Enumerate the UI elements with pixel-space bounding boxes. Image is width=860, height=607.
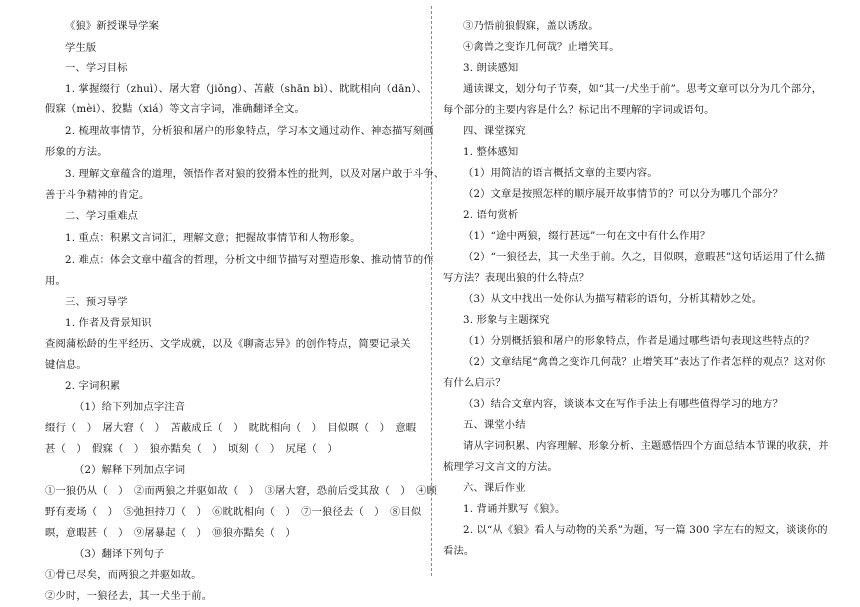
text-line: 1. 掌握缀行（zhuì）、屠大窘（jiǒng）、苫蔽（shān bì）、眈眈相向（dān）、: [65, 83, 428, 95]
text-line: 看法。: [443, 545, 475, 557]
text-line: 3. 理解文章蕴含的道理，领悟作者对狼的狡猾本性的批判，以及对屠户敢于斗争、: [65, 168, 445, 180]
text-line: 野有麦场（ ） ⑤弛担持刀（ ） ⑥眈眈相向（ ） ⑦一狼径去（ ） ⑧目似: [45, 506, 422, 518]
text-line: 1. 作者及背景知识: [65, 317, 152, 329]
text-line: （1）“途中两狼，缀行甚远”一句在文中有什么作用？: [463, 230, 711, 242]
text-line: （1）用简洁的语言概括文章的主要内容。: [463, 167, 658, 179]
doc-title: 《狼》新授课导学案: [65, 20, 160, 32]
section-heading: 五、课堂小结: [463, 419, 526, 431]
text-line: 2. 梳理故事情节，分析狼和屠户的形象特点，学习本文通过动作、神态描写刻画: [65, 125, 434, 137]
text-line: ①骨已尽矣，而两狼之并驱如故。: [45, 569, 202, 581]
text-line: （1）给下列加点字注音: [74, 401, 186, 413]
text-line: ③乃悟前狼假寐，盖以诱敌。: [463, 20, 599, 32]
text-line: 甚（ ） 假寐（ ） 狼亦黠矣（ ） 顷刻（ ） 尻尾（ ）: [45, 443, 338, 455]
text-line: 有什么启示？: [443, 377, 506, 389]
text-line: 形象的方法。: [45, 146, 108, 158]
text-line: 通读课文，划分句子节奏，如“其一/犬坐于前”。思考文章可以分为几个部分，: [463, 83, 823, 95]
text-line: 2. 字词积累: [65, 380, 121, 392]
text-line: 请从字词积累、内容理解、形象分析、主题感悟四个方面总结本节课的收获，并: [463, 440, 829, 452]
text-line: （2）“一狼径去，其一犬坐于前。久之，目似暝，意暇甚”这句话运用了什么描: [463, 251, 826, 263]
text-line: （3）从文中找出一处你认为描写精彩的语句，分析其精妙之处。: [463, 293, 763, 305]
version-label: 学生版: [65, 42, 97, 54]
text-line: ④禽兽之变诈几何哉？止增笑耳。: [463, 41, 620, 53]
text-line: （3）结合文章内容，谈谈本文在写作手法上有哪些值得学习的地方？: [463, 398, 784, 410]
text-line: 梳理学习文言文的方法。: [443, 461, 558, 473]
section-heading: 二、学习重难点: [65, 210, 139, 222]
text-line: 暝，意暇甚（ ） ⑨屠暴起（ ） ⑩狼亦黠矣（ ）: [45, 527, 296, 539]
section-heading: 一、学习目标: [65, 62, 128, 74]
text-line: 善于斗争精神的肯定。: [45, 189, 150, 201]
text-line: 2. 以“从《狼》看人与动物的关系”为题，写一篇 300 字左右的短文，谈谈你的: [463, 524, 828, 536]
text-line: 3. 形象与主题探究: [463, 314, 550, 326]
text-line: ①一狼仍从（ ） ②而两狼之并驱如故（ ） ③屠大窘，恐前后受其敌（ ） ④顾: [45, 485, 437, 497]
text-line: （2）文章是按照怎样的顺序展开故事情节的？可以分为哪几个部分？: [463, 188, 784, 200]
text-line: 2. 难点：体会文章中蕴含的哲理，分析文中细节描写对塑造形象、推动情节的作: [65, 254, 434, 266]
section-heading: 六、课后作业: [463, 482, 526, 494]
text-line: 2. 语句赏析: [463, 209, 519, 221]
text-line: （2）解释下列加点字词: [74, 464, 186, 476]
text-line: 查阅蒲松龄的生平经历、文学成就，以及《聊斋志异》的创作特点，简要记录关: [45, 338, 411, 350]
text-line: （3）翻译下列句子: [74, 548, 165, 560]
text-line: 假寐（mèi）、狡黠（xiá）等文言字词，准确翻译全文。: [45, 103, 305, 115]
text-line: 3. 朗读感知: [463, 62, 519, 74]
text-line: 1. 整体感知: [463, 146, 519, 158]
text-line: 缀行（ ） 屠大窘（ ） 苫蔽成丘（ ） 眈眈相向（ ） 目似暝（ ） 意暇: [45, 422, 417, 434]
text-line: 1. 背诵并默写《狼》。: [463, 503, 566, 515]
text-line: （1）分别概括狼和屠户的形象特点，作者是通过哪些语句表现这些特点的？: [463, 335, 815, 347]
section-heading: 四、课堂探究: [463, 125, 526, 137]
text-line: ②少时，一狼径去，其一犬坐于前。: [45, 590, 213, 602]
text-line: 每个部分的主要内容是什么？标记出不理解的字词或语句。: [443, 104, 715, 116]
text-line: 写方法？表现出狼的什么特点？: [443, 272, 590, 284]
text-line: （2）文章结尾“禽兽之变诈几何哉？止增笑耳”表达了作者怎样的观点？这对你: [463, 356, 826, 368]
section-heading: 三、预习导学: [65, 296, 128, 308]
text-line: 键信息。: [45, 359, 87, 371]
text-line: 用。: [45, 275, 66, 287]
text-line: 1. 重点：积累文言词汇，理解文意；把握故事情节和人物形象。: [65, 232, 361, 244]
